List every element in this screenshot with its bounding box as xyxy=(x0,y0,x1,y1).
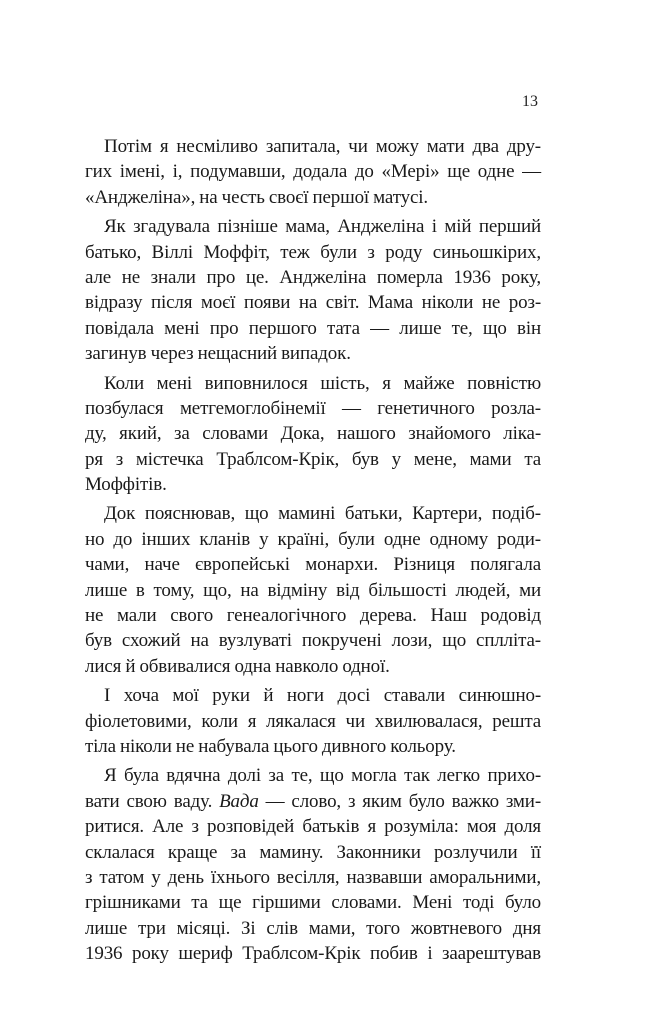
text-line: «Анджеліна», на честь своєї першої матусі. xyxy=(85,186,428,208)
text-line: відразу після моєї появи на світ. Мама ніколи не роз- xyxy=(85,292,541,314)
emphasis-word: Вада xyxy=(219,790,259,812)
text-line: загинув через нещасний випадок. xyxy=(85,343,351,365)
text-line xyxy=(85,789,541,814)
text-line: позбулася метгемоглобінемії — генетичного розла- xyxy=(85,397,541,419)
text-line: Я була вдячна долі за те, що могла так легко прихо- xyxy=(104,765,541,787)
text-line: лися й обвивалися одна навколо одної. xyxy=(85,655,390,677)
text-line: І хоча мої руки й ноги досі ставали синюшно- xyxy=(104,685,541,707)
text-line: грішниками та ще гіршими словами. Мені тоді було xyxy=(85,892,541,914)
text-line: лише три місяці. Зі слів мами, того жовтневого дня xyxy=(85,917,541,939)
text-line: чами, наче європейські монархи. Різниця полягала xyxy=(85,554,541,576)
text-line: з татом у день їхнього весілля, назвавши аморальними, xyxy=(85,866,541,888)
text-line: але не знали про це. Анджеліна померла 1936 року, xyxy=(85,266,541,288)
text-run: — слово, з яким було важко зми- xyxy=(258,790,541,812)
text-line: тіла ніколи не набувала цього дивного кольору. xyxy=(85,735,456,757)
text-line: ду, який, за словами Дока, нашого знайомого ліка- xyxy=(85,423,541,445)
text-line: но до інших кланів у країні, були одне одному роди- xyxy=(85,528,541,550)
text-line: повідала мені про першого тата — лише те, що він xyxy=(85,317,541,339)
text-line: гих імені, і, подумавши, додала до «Мері» ще одне — xyxy=(85,161,541,183)
text-line: склалася краще за мамину. Законники розлучили її xyxy=(85,841,541,863)
text-line: Коли мені виповнилося шість, я майже повністю xyxy=(104,372,541,394)
text-line: Док пояснював, що мамині батьки, Картери, подіб- xyxy=(104,503,541,525)
text-line: Як згадувала пізніше мама, Анджеліна і мій перший xyxy=(104,216,541,238)
text-line: фіолетовими, коли я лякалася чи хвилювалася, решта xyxy=(85,710,541,732)
page-number: 13 xyxy=(522,93,538,110)
text-line: ря з містечка Траблсом-Крік, був у мене, мами та xyxy=(85,448,541,470)
text-run: вати свою ваду. xyxy=(85,790,220,812)
text-line: ритися. Але з розповідей батьків я розуміла: моя доля xyxy=(85,816,541,838)
text-line: Потім я несміливо запитала, чи можу мати два дру- xyxy=(104,136,541,157)
text-line: не мали свого генеалогічного дерева. Наш родовід xyxy=(85,605,541,627)
text-line: був схожий на вузлуваті покручені лози, що сплліта- xyxy=(85,630,541,652)
text-line: Моффітів. xyxy=(85,474,167,496)
text-line: батько, Віллі Моффіт, теж були з роду синьошкірих, xyxy=(85,241,541,263)
text-line: 1936 року шериф Траблсом-Крік побив і заарештував xyxy=(85,943,541,965)
body-text xyxy=(85,134,541,967)
text-line: лише в тому, що, на відміну від більшості людей, ми xyxy=(85,579,541,601)
